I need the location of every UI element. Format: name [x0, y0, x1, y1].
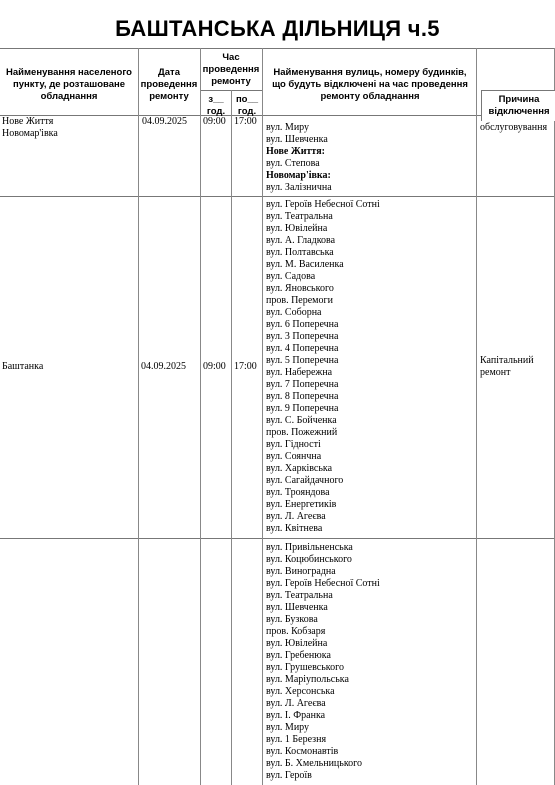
street-item: Нове Життя:: [266, 146, 325, 157]
row1-settlement-2: Новомар'івка: [2, 128, 58, 139]
street-item: вул. Степова: [266, 158, 320, 169]
street-item: вул. Грушевського: [266, 662, 344, 673]
street-item: вул. Виноградна: [266, 566, 336, 577]
street-item: вул. Миру: [266, 722, 310, 733]
street-item: вул. Енергетиків: [266, 499, 337, 510]
street-item: вул. Бузкова: [266, 614, 318, 625]
street-item: вул. Соянчна: [266, 451, 322, 462]
street-item: вул. 4 Поперечна: [266, 343, 339, 354]
street-item: вул. М. Василенка: [266, 259, 344, 270]
street-item: вул. Ювілейна: [266, 223, 328, 234]
header-reason: Причина відключення: [488, 94, 550, 117]
street-item: вул. Б. Хмельницького: [266, 758, 363, 769]
street-item: вул. Херсонська: [266, 686, 335, 697]
street-item: вул. Героїв: [266, 770, 312, 781]
street-item: вул. Набережна: [266, 367, 333, 378]
street-item: вул. 5 Поперечна: [266, 355, 339, 366]
street-item: вул. С. Бойченка: [266, 415, 337, 426]
row2-street-list: [266, 199, 380, 535]
street-item: вул. І. Франка: [266, 710, 326, 721]
street-item: вул. Квітнева: [266, 523, 323, 534]
street-item: пров. Кобзаря: [266, 626, 326, 637]
row2-settlement: Баштанка: [2, 361, 44, 372]
row2-reason-2: ремонт: [480, 367, 511, 378]
street-item: вул. Садова: [266, 271, 316, 282]
street-item: вул. Героїв Небесної Сотні: [266, 578, 380, 589]
table-row: [0, 539, 555, 785]
street-item: вул. Полтавська: [266, 247, 334, 258]
row1-settlement-1: Нове Життя: [2, 116, 54, 127]
header-date: Дата проведення ремонту: [140, 67, 198, 102]
street-item: вул. Залізнична: [266, 182, 332, 193]
street-item: вул. 1 Березня: [266, 734, 327, 745]
street-item: пров. Пожежний: [266, 427, 338, 438]
street-item: вул. Шевченка: [266, 602, 328, 613]
street-item: вул. Харківська: [266, 463, 333, 474]
street-item: вул. 7 Поперечна: [266, 379, 339, 390]
table-row: [0, 116, 555, 196]
street-item: вул. Гідності: [266, 439, 321, 450]
street-item: вул. Привільненська: [266, 542, 353, 553]
row1-from: 09:00: [203, 116, 226, 127]
street-item: вул. 9 Поперечна: [266, 403, 339, 414]
street-item: вул. 6 Поперечна: [266, 319, 339, 330]
header-to: по__ год.: [235, 94, 259, 117]
row1-reason: обслуговування: [480, 122, 548, 133]
street-item: вул. Миру: [266, 122, 310, 133]
street-item: вул. Яновського: [266, 283, 334, 294]
street-item: вул. 3 Поперечна: [266, 331, 339, 342]
street-item: вул. Л. Агеєва: [266, 698, 326, 709]
header-settlement: Найменування населеного пункту, де розташоване обладнання: [6, 67, 132, 102]
row1-street-list: [266, 122, 332, 194]
street-item: вул. 8 Поперечна: [266, 391, 339, 402]
street-item: вул. Театральна: [266, 590, 333, 601]
street-item: вул. Л. Агеєва: [266, 511, 326, 522]
street-item: вул. Гребенюка: [266, 650, 331, 661]
street-item: вул. Трояндова: [266, 487, 330, 498]
row2-date: 04.09.2025: [141, 361, 186, 372]
street-item: Новомар'івка:: [266, 170, 331, 181]
street-item: вул. Героїв Небесної Сотні: [266, 199, 380, 210]
row1-date: 04.09.2025: [142, 116, 187, 127]
row2-reason-1: Капітальний: [480, 355, 534, 366]
street-item: вул. Космонавтів: [266, 746, 339, 757]
row3-street-list: [266, 542, 380, 782]
street-item: вул. Соборна: [266, 307, 322, 318]
header-time: Час проведення ремонту: [202, 52, 260, 87]
street-item: вул. Сагайдачного: [266, 475, 344, 486]
header-streets: Найменування вулиць, номеру будинків, що будуть відключені на час проведення ремонту обладнання: [272, 67, 468, 102]
street-item: пров. Перемоги: [266, 295, 333, 306]
street-item: вул. А. Гладкова: [266, 235, 336, 246]
street-item: вул. Коцюбинського: [266, 554, 352, 565]
street-item: вул. Театральна: [266, 211, 333, 222]
street-item: вул. Шевченка: [266, 134, 328, 145]
header-from: з__ год.: [206, 94, 226, 117]
page-title: БАШТАНСЬКА ДІЛЬНИЦЯ ч.5: [115, 16, 440, 41]
street-item: вул. Ювілейна: [266, 638, 328, 649]
row2-from: 09:00: [203, 361, 226, 372]
row1-to: 17:00: [234, 116, 257, 127]
row2-to: 17:00: [234, 361, 257, 372]
street-item: вул. Маріупольська: [266, 674, 349, 685]
